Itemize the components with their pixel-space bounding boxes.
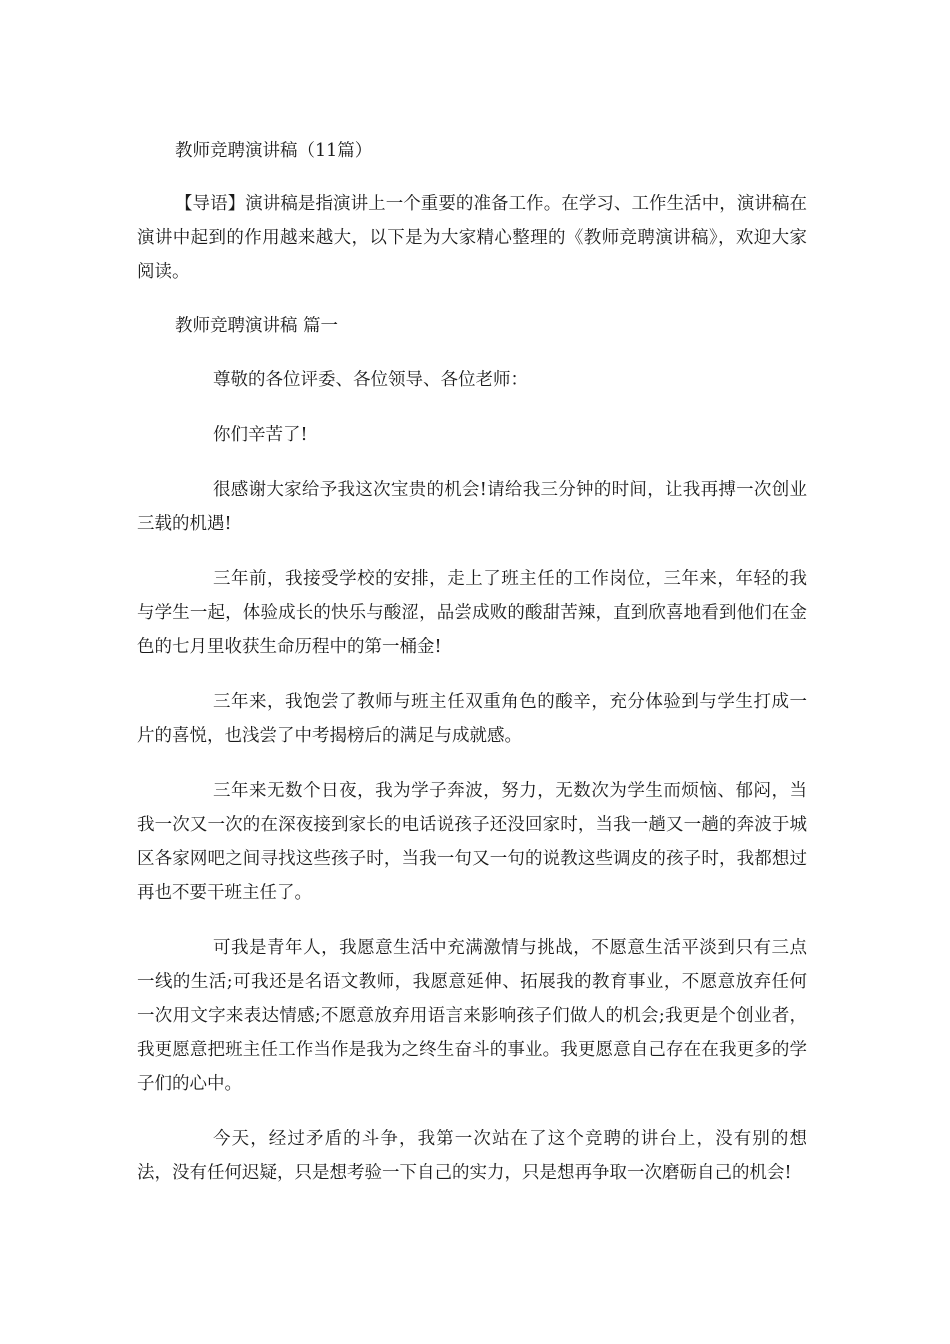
document-body bbox=[137, 134, 807, 1211]
section-title: 教师竞聘演讲稿 篇一 bbox=[175, 316, 339, 336]
paragraph-three-years-ago: 三年前，我接受学校的安排，走上了班主任的工作岗位，三年来，年轻的我与学生一起，体验成长的快乐与酸涩，品尝成败的酸甜苦辣，直到欣喜地看到他们在金色的七月里收获生命历程中的第一桶金! bbox=[137, 569, 807, 657]
paragraph-greeting: 你们辛苦了! bbox=[213, 425, 308, 445]
document-title: 教师竞聘演讲稿（11篇） bbox=[175, 141, 373, 161]
paragraph-today: 今天，经过矛盾的斗争，我第一次站在了这个竞聘的讲台上，没有别的想法，没有任何迟疑，只是想考验一下自己的实力，只是想再争取一次磨砺自己的机会! bbox=[137, 1129, 807, 1183]
paragraph-three-years: 三年来，我饱尝了教师与班主任双重角色的酸辛，充分体验到与学生打成一片的喜悦，也浅尝了中考揭榜后的满足与成就感。 bbox=[137, 692, 807, 746]
paragraph-young-teacher: 可我是青年人，我愿意生活中充满激情与挑战，不愿意生活平淡到只有三点一线的生活;可我还是名语文教师，我愿意延伸、拓展我的教育事业，不愿意放弃任何一次用文字来表达情感;不愿意放弃用语言来影响孩子们做人的机会;我更是个创业者，我更愿意把班主任工作当作是我为之终生奋斗的事业。我更愿意自己存在在我更多的学子们的心中。 bbox=[137, 938, 807, 1094]
lead-tag: 【导语】 bbox=[175, 194, 246, 214]
lead-paragraph bbox=[137, 187, 807, 289]
lead-text: 演讲稿是指演讲上一个重要的准备工作。在学习、工作生活中，演讲稿在演讲中起到的作用越来越大，以下是为大家精心整理的《教师竞聘演讲稿》，欢迎大家阅读。 bbox=[137, 194, 808, 282]
paragraph-days-nights: 三年来无数个日夜，我为学子奔波，努力，无数次为学生而烦恼、郁闷，当我一次又一次的在深夜接到家长的电话说孩子还没回家时，当我一趟又一趟的奔波于城区各家网吧之间寻找这些孩子时，当我一句又一句的说教这些调皮的孩子时，我都想过再也不要干班主任了。 bbox=[137, 781, 807, 903]
paragraph-thanks: 很感谢大家给予我这次宝贵的机会!请给我三分钟的时间，让我再搏一次创业三载的机遇! bbox=[137, 480, 807, 534]
paragraph-salutation: 尊敬的各位评委、各位领导、各位老师： bbox=[213, 370, 528, 390]
